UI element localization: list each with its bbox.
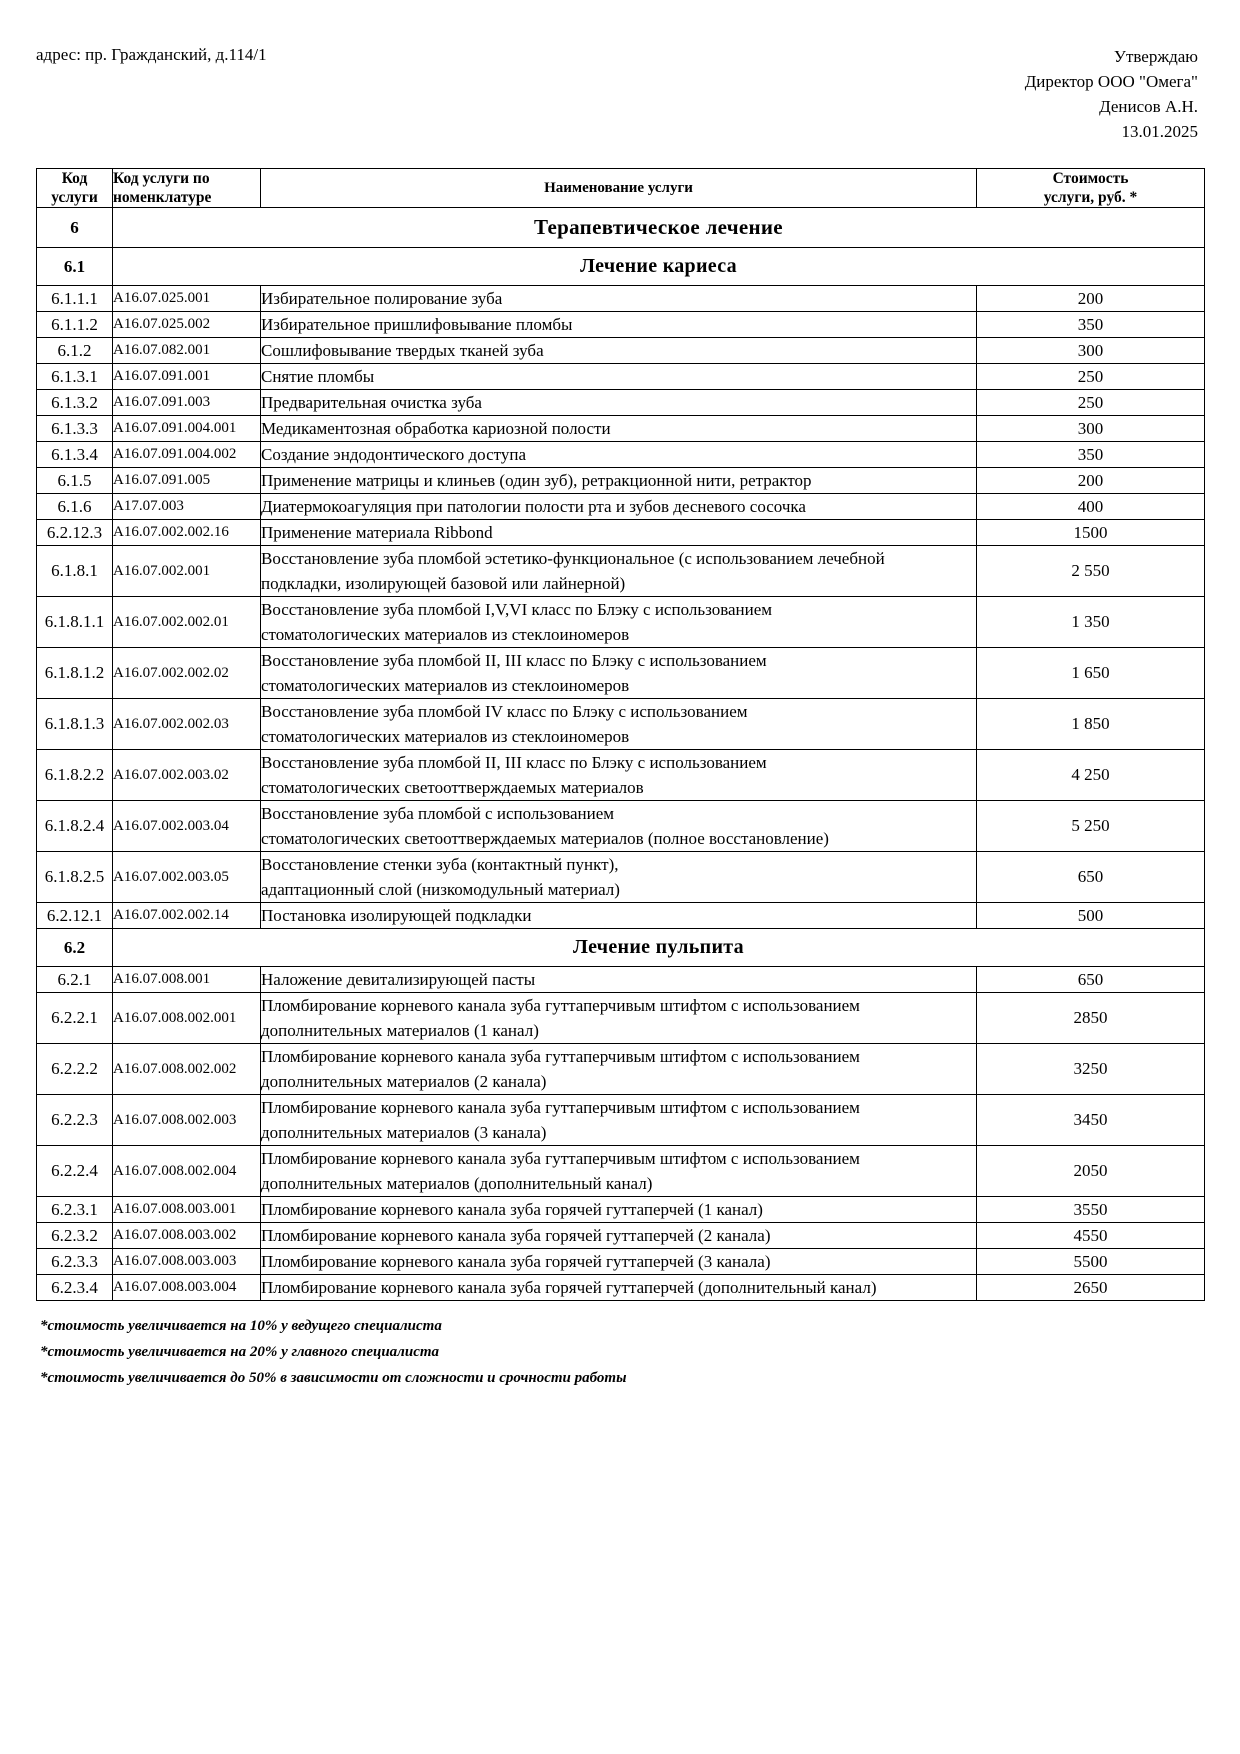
service-code: 6.1.1.2 xyxy=(37,312,113,338)
service-name-line1: Восстановление зуба пломбой II, III класс по Блэку с использованием xyxy=(261,753,767,772)
column-header-code-line2: услуги xyxy=(51,189,98,206)
service-price: 1 350 xyxy=(977,597,1205,648)
approval-director-name: Денисов А.Н. xyxy=(1099,97,1198,116)
service-name xyxy=(261,1146,977,1197)
service-price: 2050 xyxy=(977,1146,1205,1197)
service-name-line1: Пломбирование корневого канала зуба горячей гуттаперчей (1 канал) xyxy=(261,1200,763,1219)
service-code: 6.1.8.1.2 xyxy=(37,648,113,699)
service-price: 4 250 xyxy=(977,750,1205,801)
table-row xyxy=(37,390,1205,416)
service-name-line1: Избирательное полирование зуба xyxy=(261,289,503,308)
service-name-line2: стоматологических материалов из стеклоиномеров xyxy=(261,727,630,746)
service-name xyxy=(261,390,977,416)
service-name xyxy=(261,699,977,750)
table-row xyxy=(37,648,1205,699)
section-title: Лечение кариеса xyxy=(113,248,1205,286)
service-code: 6.1.6 xyxy=(37,494,113,520)
service-name-line1: Применение матрицы и клиньев (один зуб), ретракционной нити, ретрактор xyxy=(261,471,812,490)
nomenclature-code: А16.07.025.001 xyxy=(113,286,261,312)
nomenclature-code: А16.07.008.002.003 xyxy=(113,1095,261,1146)
service-code: 6.1.8.2.4 xyxy=(37,801,113,852)
service-name xyxy=(261,750,977,801)
service-price: 350 xyxy=(977,442,1205,468)
table-row xyxy=(37,416,1205,442)
service-code: 6.2.1 xyxy=(37,967,113,993)
service-name xyxy=(261,338,977,364)
footnotes xyxy=(36,1313,1204,1391)
nomenclature-code: А16.07.002.003.05 xyxy=(113,852,261,903)
service-name xyxy=(261,852,977,903)
service-price: 650 xyxy=(977,967,1205,993)
service-name xyxy=(261,648,977,699)
approval-director-title: Директор ООО "Омега" xyxy=(1024,72,1198,91)
service-code: 6.2.2.4 xyxy=(37,1146,113,1197)
footnote: *стоимость увеличивается на 20% у главного специалиста xyxy=(40,1344,440,1360)
service-name-line1: Избирательное пришлифовывание пломбы xyxy=(261,315,573,334)
service-name-line1: Применение материала Ribbond xyxy=(261,523,493,542)
service-name-line1: Сошлифовывание твердых тканей зуба xyxy=(261,341,544,360)
service-name-line1: Пломбирование корневого канала зуба гуттаперчивым штифтом с использованием xyxy=(261,1098,860,1117)
table-row xyxy=(37,494,1205,520)
service-price: 200 xyxy=(977,468,1205,494)
service-name-line1: Медикаментозная обработка кариозной полости xyxy=(261,419,611,438)
approval-date: 13.01.2025 xyxy=(1121,122,1198,141)
service-code: 6.2.2.3 xyxy=(37,1095,113,1146)
table-row xyxy=(37,546,1205,597)
service-price: 2850 xyxy=(977,993,1205,1044)
document-header xyxy=(36,44,1204,144)
service-code: 6.2.3.3 xyxy=(37,1249,113,1275)
table-header-row xyxy=(37,169,1205,208)
nomenclature-code: А16.07.008.002.002 xyxy=(113,1044,261,1095)
service-name-line2: дополнительных материалов (1 канал) xyxy=(261,1021,539,1040)
service-code: 6.1.2 xyxy=(37,338,113,364)
service-price: 3250 xyxy=(977,1044,1205,1095)
service-price: 200 xyxy=(977,286,1205,312)
table-row xyxy=(37,801,1205,852)
service-price: 5 250 xyxy=(977,801,1205,852)
service-name-line1: Восстановление зуба пломбой II, III класс по Блэку с использованием xyxy=(261,651,767,670)
table-row xyxy=(37,1044,1205,1095)
table-body xyxy=(37,208,1205,1301)
table-row xyxy=(37,699,1205,750)
service-name xyxy=(261,468,977,494)
service-price: 300 xyxy=(977,416,1205,442)
service-name-line1: Постановка изолирующей подкладки xyxy=(261,906,532,925)
service-name xyxy=(261,286,977,312)
table-row xyxy=(37,442,1205,468)
service-code: 6.2.2.2 xyxy=(37,1044,113,1095)
nomenclature-code: А16.07.002.002.16 xyxy=(113,520,261,546)
nomenclature-code: А16.07.091.004.002 xyxy=(113,442,261,468)
service-name xyxy=(261,1275,977,1301)
service-code: 6.1.1.1 xyxy=(37,286,113,312)
service-code: 6.1.3.2 xyxy=(37,390,113,416)
service-code: 6.2.2.1 xyxy=(37,993,113,1044)
column-header-price xyxy=(977,169,1205,208)
column-header-code xyxy=(37,169,113,208)
table-row xyxy=(37,338,1205,364)
service-code: 6.1.8.1.3 xyxy=(37,699,113,750)
service-name xyxy=(261,1095,977,1146)
service-name-line1: Восстановление зуба пломбой эстетико-функциональное (с использованием лечебной xyxy=(261,549,885,568)
table-header xyxy=(37,169,1205,208)
service-code: 6.2.3.1 xyxy=(37,1197,113,1223)
table-row xyxy=(37,312,1205,338)
service-name xyxy=(261,364,977,390)
nomenclature-code: А16.07.008.003.002 xyxy=(113,1223,261,1249)
column-header-nomenclature-line2: номенклатуре xyxy=(113,189,212,206)
service-name-line1: Создание эндодонтического доступа xyxy=(261,445,526,464)
table-row xyxy=(37,993,1205,1044)
nomenclature-code: А16.07.091.003 xyxy=(113,390,261,416)
service-code: 6.1.8.1.1 xyxy=(37,597,113,648)
service-price: 350 xyxy=(977,312,1205,338)
column-header-code-line1: Код xyxy=(61,170,88,187)
table-row xyxy=(37,903,1205,929)
service-code: 6.2.12.3 xyxy=(37,520,113,546)
table-row xyxy=(37,852,1205,903)
price-table xyxy=(36,168,1205,1301)
nomenclature-code: А16.07.008.002.004 xyxy=(113,1146,261,1197)
service-code: 6.1.8.2.2 xyxy=(37,750,113,801)
table-row xyxy=(37,1223,1205,1249)
table-row xyxy=(37,364,1205,390)
service-name-line1: Пломбирование корневого канала зуба горячей гуттаперчей (2 канала) xyxy=(261,1226,771,1245)
nomenclature-code: А16.07.008.003.001 xyxy=(113,1197,261,1223)
service-name-line1: Восстановление зуба пломбой с использованием xyxy=(261,804,615,823)
nomenclature-code: А16.07.091.005 xyxy=(113,468,261,494)
table-row xyxy=(37,1275,1205,1301)
section-code: 6 xyxy=(37,208,113,248)
service-code: 6.1.5 xyxy=(37,468,113,494)
nomenclature-code: А16.07.008.003.004 xyxy=(113,1275,261,1301)
service-name-line1: Пломбирование корневого канала зуба гуттаперчивым штифтом с использованием xyxy=(261,1047,860,1066)
service-code: 6.1.3.3 xyxy=(37,416,113,442)
service-name xyxy=(261,494,977,520)
nomenclature-code: А16.07.091.001 xyxy=(113,364,261,390)
service-name-line2: стоматологических светооттверждаемых материалов (полное восстановление) xyxy=(261,829,829,848)
service-price: 500 xyxy=(977,903,1205,929)
service-name xyxy=(261,597,977,648)
approval-block xyxy=(1025,44,1204,144)
service-price: 3450 xyxy=(977,1095,1205,1146)
table-row xyxy=(37,286,1205,312)
service-name xyxy=(261,993,977,1044)
nomenclature-code: А16.07.082.001 xyxy=(113,338,261,364)
footnote: *стоимость увеличивается на 10% у ведущего специалиста xyxy=(40,1318,442,1334)
table-row xyxy=(37,597,1205,648)
service-name xyxy=(261,546,977,597)
column-header-service-name: Наименование услуги xyxy=(261,169,977,208)
service-price: 650 xyxy=(977,852,1205,903)
nomenclature-code: А16.07.002.003.04 xyxy=(113,801,261,852)
service-code: 6.1.8.2.5 xyxy=(37,852,113,903)
nomenclature-code: А16.07.025.002 xyxy=(113,312,261,338)
service-name xyxy=(261,801,977,852)
service-price: 1500 xyxy=(977,520,1205,546)
service-name-line1: Пломбирование корневого канала зуба горячей гуттаперчей (дополнительный канал) xyxy=(261,1278,877,1297)
service-price: 3550 xyxy=(977,1197,1205,1223)
column-header-nomenclature xyxy=(113,169,261,208)
service-price: 4550 xyxy=(977,1223,1205,1249)
service-price: 2 550 xyxy=(977,546,1205,597)
service-name-line1: Снятие пломбы xyxy=(261,367,375,386)
table-row xyxy=(37,1249,1205,1275)
service-name-line2: дополнительных материалов (3 канала) xyxy=(261,1123,547,1142)
service-price: 250 xyxy=(977,364,1205,390)
section-title: Терапевтическое лечение xyxy=(113,208,1205,248)
table-row xyxy=(37,750,1205,801)
service-name xyxy=(261,1223,977,1249)
approval-label: Утверждаю xyxy=(1113,47,1198,66)
column-header-price-line1: Стоимость xyxy=(1052,170,1129,187)
service-name xyxy=(261,416,977,442)
table-section-row xyxy=(37,248,1205,286)
nomenclature-code: А16.07.002.002.01 xyxy=(113,597,261,648)
nomenclature-code: А16.07.008.003.003 xyxy=(113,1249,261,1275)
service-name xyxy=(261,1197,977,1223)
nomenclature-code: А16.07.002.002.03 xyxy=(113,699,261,750)
nomenclature-code: А17.07.003 xyxy=(113,494,261,520)
service-name xyxy=(261,312,977,338)
nomenclature-code: А16.07.008.002.001 xyxy=(113,993,261,1044)
service-name-line1: Диатермокоагуляция при патологии полости рта и зубов десневого сосочка xyxy=(261,497,806,516)
service-price: 300 xyxy=(977,338,1205,364)
section-code: 6.2 xyxy=(37,929,113,967)
service-code: 6.2.3.4 xyxy=(37,1275,113,1301)
service-price: 2650 xyxy=(977,1275,1205,1301)
service-price: 1 850 xyxy=(977,699,1205,750)
service-name-line2: подкладки, изолирующей базовой или лайнерной) xyxy=(261,574,626,593)
service-price: 400 xyxy=(977,494,1205,520)
service-name xyxy=(261,903,977,929)
section-code: 6.1 xyxy=(37,248,113,286)
service-price: 1 650 xyxy=(977,648,1205,699)
service-name-line1: Пломбирование корневого канала зуба горячей гуттаперчей (3 канала) xyxy=(261,1252,771,1271)
section-title: Лечение пульпита xyxy=(113,929,1205,967)
column-header-price-line2: услуги, руб. * xyxy=(1043,189,1138,206)
service-name-line1: Восстановление зуба пломбой I,V,VI класс по Блэку с использованием xyxy=(261,600,773,619)
service-code: 6.2.3.2 xyxy=(37,1223,113,1249)
table-row xyxy=(37,1146,1205,1197)
table-section-row xyxy=(37,929,1205,967)
service-code: 6.2.12.1 xyxy=(37,903,113,929)
service-price: 250 xyxy=(977,390,1205,416)
service-name-line2: стоматологических материалов из стеклоиномеров xyxy=(261,676,630,695)
service-code: 6.1.3.4 xyxy=(37,442,113,468)
footnote: *стоимость увеличивается до 50% в зависимости от сложности и срочности работы xyxy=(40,1370,627,1386)
service-name-line2: дополнительных материалов (2 канала) xyxy=(261,1072,547,1091)
table-row xyxy=(37,1095,1205,1146)
service-name-line1: Предварительная очистка зуба xyxy=(261,393,482,412)
service-name xyxy=(261,1044,977,1095)
service-price: 5500 xyxy=(977,1249,1205,1275)
nomenclature-code: А16.07.002.002.14 xyxy=(113,903,261,929)
nomenclature-code: А16.07.002.003.02 xyxy=(113,750,261,801)
service-name-line1: Пломбирование корневого канала зуба гуттаперчивым штифтом с использованием xyxy=(261,1149,860,1168)
table-row xyxy=(37,1197,1205,1223)
column-header-nomenclature-line1: Код услуги по xyxy=(113,170,210,187)
service-name-line1: Пломбирование корневого канала зуба гуттаперчивым штифтом с использованием xyxy=(261,996,860,1015)
service-name xyxy=(261,520,977,546)
service-name-line2: дополнительных материалов (дополнительный канал) xyxy=(261,1174,653,1193)
service-name xyxy=(261,1249,977,1275)
table-row xyxy=(37,520,1205,546)
table-section-row xyxy=(37,208,1205,248)
service-name-line2: адаптационный слой (низкомодульный материал) xyxy=(261,880,620,899)
service-code: 6.1.8.1 xyxy=(37,546,113,597)
service-code: 6.1.3.1 xyxy=(37,364,113,390)
table-row xyxy=(37,468,1205,494)
service-name xyxy=(261,442,977,468)
nomenclature-code: А16.07.008.001 xyxy=(113,967,261,993)
service-name-line1: Наложение девитализирующей пасты xyxy=(261,970,536,989)
service-name xyxy=(261,967,977,993)
service-name-line1: Восстановление стенки зуба (контактный пункт), xyxy=(261,855,619,874)
table-row xyxy=(37,967,1205,993)
service-name-line1: Восстановление зуба пломбой IV класс по Блэку с использованием xyxy=(261,702,748,721)
service-name-line2: стоматологических светооттверждаемых материалов xyxy=(261,778,644,797)
service-name-line2: стоматологических материалов из стеклоиномеров xyxy=(261,625,630,644)
nomenclature-code: А16.07.002.001 xyxy=(113,546,261,597)
nomenclature-code: А16.07.002.002.02 xyxy=(113,648,261,699)
clinic-address: адрес: пр. Гражданский, д.114/1 xyxy=(36,45,267,64)
nomenclature-code: А16.07.091.004.001 xyxy=(113,416,261,442)
